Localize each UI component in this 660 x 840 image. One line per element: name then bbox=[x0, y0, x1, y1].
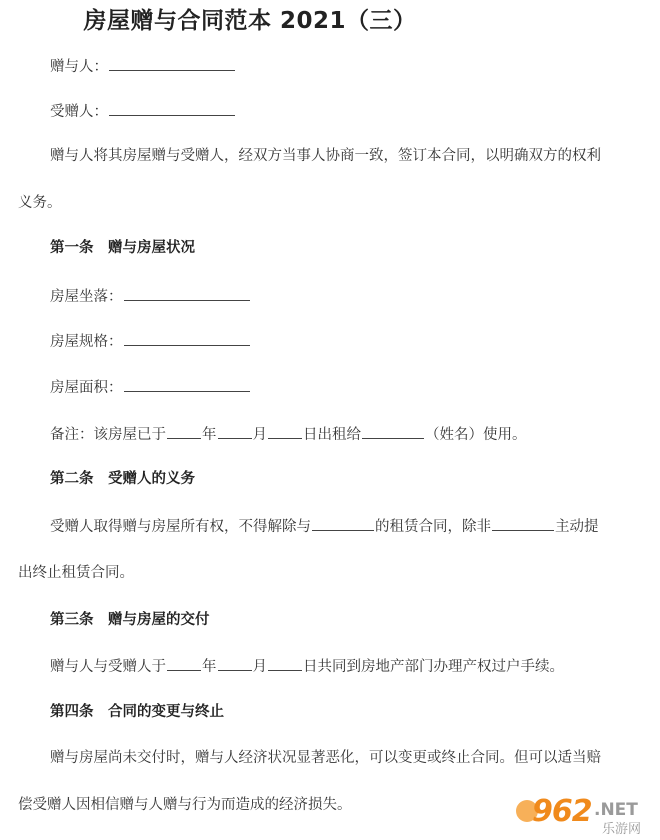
a3-year-blank bbox=[167, 656, 201, 671]
a3-prefix: 赠与人与受赠人于 bbox=[50, 659, 166, 675]
donee-label: 受赠人： bbox=[50, 104, 108, 120]
intro-line-2: 义务。 bbox=[18, 195, 62, 211]
note-day-rent: 日出租给 bbox=[303, 427, 361, 443]
note-prefix: 备注：该房屋已于 bbox=[50, 427, 166, 443]
intro-line-1: 赠与人将其房屋赠与受赠人，经双方当事人协商一致，签订本合同，以明确双方的权利 bbox=[50, 148, 601, 164]
location-line bbox=[50, 286, 251, 307]
watermark-number: 962 bbox=[532, 794, 592, 829]
donee-line bbox=[50, 101, 236, 122]
article4-line-1: 赠与房屋尚未交付时，赠与人经济状况显著恶化，可以变更或终止合同。但可以适当赔 bbox=[50, 750, 601, 766]
article4-line-2: 偿受赠人因相信赠与人赠与行为而造成的经济损失。 bbox=[18, 797, 352, 813]
article3-line bbox=[50, 656, 564, 677]
spec-label: 房屋规格： bbox=[50, 334, 123, 350]
a3-suffix: 日共同到房地产部门办理产权过户手续。 bbox=[303, 659, 564, 675]
article4-heading: 第四条 合同的变更与终止 bbox=[50, 704, 224, 720]
a3-month-blank bbox=[218, 656, 252, 671]
area-line bbox=[50, 377, 251, 398]
note-day-blank bbox=[268, 424, 302, 439]
watermark-domain: .NET bbox=[594, 800, 638, 820]
note-line bbox=[50, 424, 527, 445]
a2-blank-1 bbox=[312, 516, 374, 531]
note-year: 年 bbox=[202, 427, 217, 443]
a3-year: 年 bbox=[202, 659, 217, 675]
a3-month: 月 bbox=[252, 659, 267, 675]
page-title: 房屋赠与合同范本 2021（三） bbox=[83, 8, 417, 34]
a2-blank-2 bbox=[492, 516, 554, 531]
note-month: 月 bbox=[252, 427, 267, 443]
note-name-blank bbox=[362, 424, 424, 439]
donor-blank bbox=[109, 56, 235, 71]
article3-heading: 第三条 赠与房屋的交付 bbox=[50, 612, 210, 628]
area-label: 房屋面积： bbox=[50, 380, 123, 396]
donor-line bbox=[50, 56, 236, 77]
article1-heading: 第一条 赠与房屋状况 bbox=[50, 240, 195, 256]
location-blank bbox=[124, 286, 250, 301]
note-suffix: （姓名）使用。 bbox=[425, 427, 527, 443]
donor-label: 赠与人： bbox=[50, 59, 108, 75]
a2-prefix: 受赠人取得赠与房屋所有权，不得解除与 bbox=[50, 519, 311, 535]
spec-line bbox=[50, 331, 251, 352]
watermark-site-name: 乐游网 bbox=[602, 822, 642, 837]
article2-line-2: 出终止租赁合同。 bbox=[18, 565, 134, 581]
a2-mid: 的租赁合同，除非 bbox=[375, 519, 491, 535]
donee-blank bbox=[109, 101, 235, 116]
note-month-blank bbox=[218, 424, 252, 439]
location-label: 房屋坐落： bbox=[50, 289, 123, 305]
note-year-blank bbox=[167, 424, 201, 439]
article2-heading: 第二条 受赠人的义务 bbox=[50, 471, 195, 487]
site-watermark bbox=[516, 796, 654, 836]
article2-line-1 bbox=[50, 516, 599, 537]
a3-day-blank bbox=[268, 656, 302, 671]
a2-suffix: 主动提 bbox=[555, 519, 599, 535]
spec-blank bbox=[124, 331, 250, 346]
area-blank bbox=[124, 377, 250, 392]
